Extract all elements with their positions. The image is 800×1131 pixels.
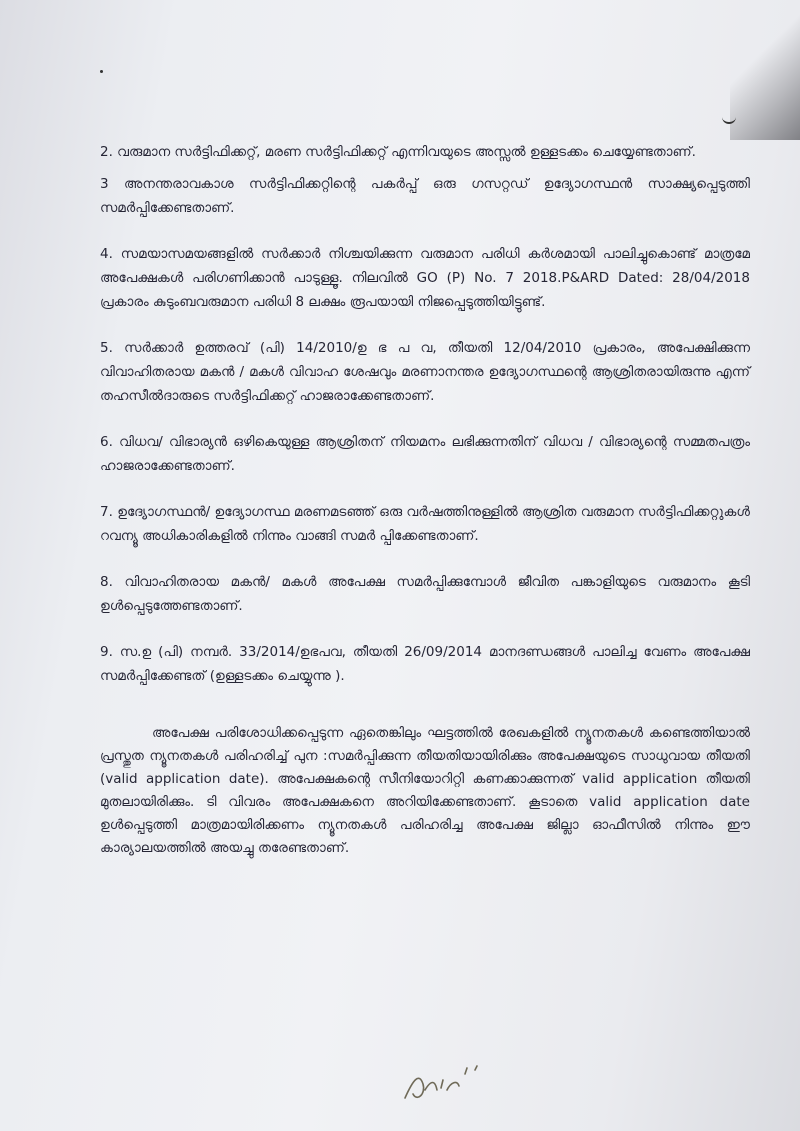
paragraph-4: 4. സമയാസമയങ്ങളിൽ സർക്കാർ നിശ്ചയിക്കുന്ന വരുമാന പരിധി കർശമായി പാലിച്ചുകൊണ്ട് മാത്രമേ അപേക്ഷകൾ പരിഗണിക്കാൻ പാടുള്ളൂ. നിലവിൽ GO (P) No. 7 2018.P&ARD Dated: 28/04/2018 പ്രകാരം കുടുംബവരുമാന പരിധി 8 ലക്ഷം രൂപയായി നിജപ്പെടുത്തിയിട്ടുണ്ട്. [100,246,750,310]
closing-paragraph: അപേക്ഷ പരിശോധിക്കപ്പെടുന്ന ഏതെങ്കിലും ഘട്ടത്തിൽ രേഖകളിൽ ന്യൂനതകൾ കണ്ടെത്തിയാൽ പ്രസ്തുത ന്യൂനതകൾ പരിഹരിച്ച് പുന :സമർപ്പിക്കുന്ന തീയതിയായിരിക്കും അപേക്ഷയുടെ സാധുവായ തീയതി (valid application date). അപേക്ഷകന്റെ സീനിയോറിറ്റി കണക്കാക്കുന്നത് valid application തീയതി മുതലായിരിക്കും. ടി വിവരം അപേക്ഷകനെ അറിയിക്കേണ്ടതാണ്. കൂടാതെ valid application date ഉൾപ്പെടുത്തി മാത്രമായിരിക്കണം ന്യൂനതകൾ പരിഹരിച്ച അപേക്ഷ ജില്ലാ ഓഫീസിൽ നിന്നും ഈ കാര്യാലയത്തിൽ അയച്ചു തരേണ്ടതാണ്. [100,725,750,856]
paragraph-3: 3 അനന്തരാവകാശ സർട്ടിഫിക്കറ്റിന്റെ പകർപ്പ് ഒരു ഗസറ്റഡ് ഉദ്യോഗസ്ഥൻ സാക്ഷ്യപ്പെടുത്തി സമർപ്പിക്കേണ്ടതാണ്. [100,176,750,216]
paragraph-6: 6. വിധവ/ വിഭാര്യൻ ഒഴികെയുള്ള ആശ്രിതന് നിയമനം ലഭിക്കുന്നതിന് വിധവ / വിഭാര്യന്റെ സമ്മതപത്രം ഹാജരാക്കേണ്ടതാണ്. [100,434,750,474]
paragraph-5: 5. സർക്കാർ ഉത്തരവ് (പി) 14/2010/ഉ ഭ പ വ, തീയതി 12/04/2010 പ്രകാരം, അപേക്ഷിക്കുന്ന വിവാഹിതരായ മകൻ / മകൾ വിവാഹ ശേഷവും മരണാനന്തര ഉദ്യോഗസ്ഥന്റെ ആശ്രിതരായിരുന്നു എന്ന് തഹസീൽദാരുടെ സർട്ടിഫിക്കറ്റ് ഹാജരാക്കേണ്ടതാണ്. [100,340,750,404]
paragraph-2: 2. വരുമാന സർട്ടിഫിക്കറ്റ്, മരണ സർട്ടിഫിക്കറ്റ് എന്നിവയുടെ അസ്സൽ ഉള്ളടക്കം ചെയ്യേണ്ടതാണ്. [100,144,696,160]
signature-scribble [395,1050,495,1110]
document-body [100,140,750,882]
paragraph-8: 8. വിവാഹിതരായ മകൻ/ മകൾ അപേക്ഷ സമർപ്പിക്കുമ്പോൾ ജീവിത പങ്കാളിയുടെ വരുമാനം കൂടി ഉൾപ്പെടുത്തേണ്ടതാണ്. [100,574,750,614]
paragraph-9: 9. സ.ഉ (പി) നമ്പർ. 33/2014/ഉഭപവ, തീയതി 26/09/2014 മാനദണ്ഡങ്ങൾ പാലിച്ച വേണം അപേക്ഷ സമർപ്പിക്കേണ്ടത് (ഉള്ളടക്കം ചെയ്യുന്നു ). [100,644,750,684]
paragraph-7: 7. ഉദ്യോഗസ്ഥൻ/ ഉദ്യോഗസ്ഥ മരണമടഞ്ഞ് ഒരു വർഷത്തിനുള്ളിൽ ആശ്രിത വരുമാന സർട്ടിഫിക്കറ്റുകൾ റവന്യൂ അധികാരികളിൽ നിന്നും വാങ്ങി സമർ പ്പിക്കേണ്ടതാണ്. [100,504,750,544]
page-edge-shadow [730,0,800,140]
ink-dot [100,70,103,73]
